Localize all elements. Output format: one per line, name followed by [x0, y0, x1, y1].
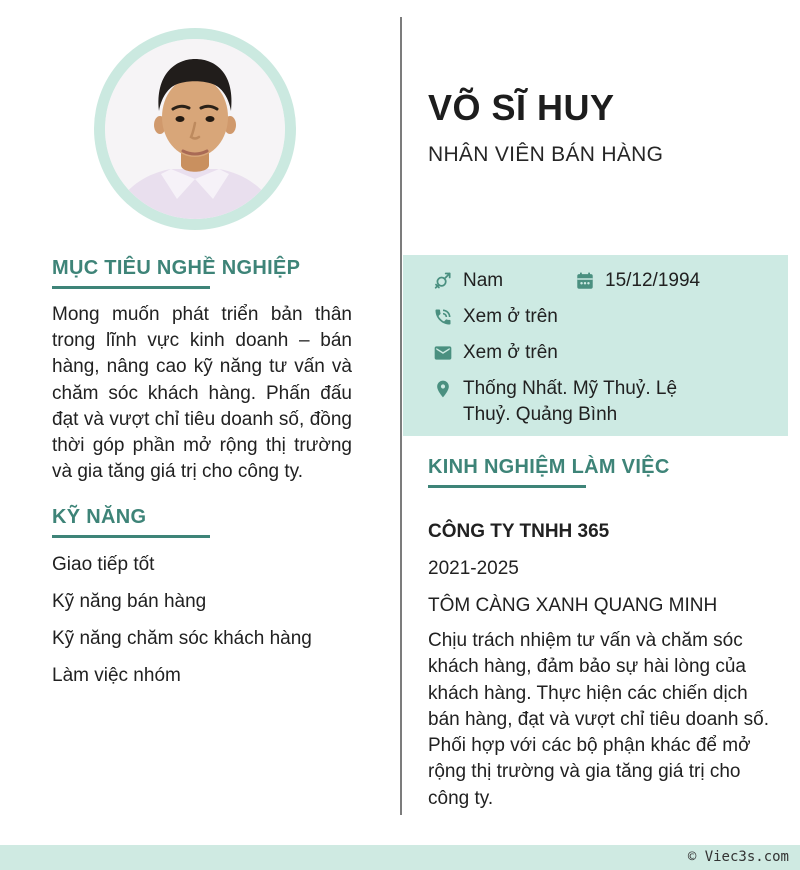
objective-title-underline — [52, 286, 210, 289]
footer-bar — [0, 845, 800, 870]
gender-icon — [433, 271, 453, 291]
birthdate-value: 15/12/1994 — [605, 270, 701, 291]
candidate-name: VÕ SĨ HUY — [428, 87, 615, 128]
experience-company: CÔNG TY TNHH 365 — [428, 521, 610, 542]
footer-copyright: © Viec3s.com — [687, 849, 789, 865]
contact-row-phone — [433, 304, 774, 331]
skill-item: Kỹ năng bán hàng — [52, 591, 207, 612]
skills-section-title: KỸ NĂNG — [52, 506, 147, 528]
contact-row-gender-birthdate — [433, 268, 774, 295]
contact-row-email — [433, 340, 774, 367]
skill-item: Giao tiếp tốt — [52, 554, 155, 575]
skills-list — [52, 552, 362, 700]
email-icon — [433, 343, 453, 363]
avatar-illustration — [105, 39, 285, 219]
objective-text: Mong muốn phát triển bản thân trong lĩnh vực kinh doanh – bán hàng, nâng cao kỹ năng tư vấn và chăm sóc khách hàng. Phấn đấu đạt và vượt chỉ tiêu doanh số, đồng thời góp phần mở rộng thị trường và gia tăng giá trị cho công ty. — [52, 304, 352, 483]
phone-value: Xem ở trên — [463, 306, 558, 327]
experience-role: TÔM CÀNG XANH QUANG MINH — [428, 595, 718, 616]
experience-description: Chịu trách nhiệm tư vấn và chăm sóc khách hàng, đảm bảo sự hài lòng của khách hàng. Thực hiện các chiến dịch bán hàng, đạt và vượt chỉ tiêu doanh số. Phối hợp với các bộ phận khác để mở rộng thị trường và gia tăng giá trị cho công ty. — [428, 630, 770, 809]
experience-title-underline — [428, 485, 586, 488]
address-value: Thống Nhất. Mỹ Thuỷ. Lệ Thuỷ. Quảng Bình — [463, 378, 678, 425]
experience-period: 2021-2025 — [428, 558, 519, 579]
calendar-icon — [575, 271, 595, 291]
skill-item: Kỹ năng chăm sóc khách hàng — [52, 628, 312, 649]
email-value: Xem ở trên — [463, 342, 558, 363]
phone-icon — [433, 307, 453, 327]
birthdate-field — [575, 268, 700, 294]
objective-section-title: MỤC TIÊU NGHỀ NGHIỆP — [52, 257, 301, 279]
skill-item: Làm việc nhóm — [52, 665, 181, 686]
profile-photo — [105, 39, 285, 219]
skills-title-underline — [52, 535, 210, 538]
contact-info-box — [403, 255, 788, 436]
gender-field — [433, 268, 575, 294]
gender-value: Nam — [463, 270, 504, 291]
candidate-job-title: NHÂN VIÊN BÁN HÀNG — [428, 143, 664, 166]
location-icon — [433, 379, 453, 399]
experience-section-title: KINH NGHIỆM LÀM VIỆC — [428, 456, 670, 478]
contact-row-address — [433, 376, 774, 428]
profile-photo-frame — [94, 28, 296, 230]
column-divider — [400, 17, 402, 815]
